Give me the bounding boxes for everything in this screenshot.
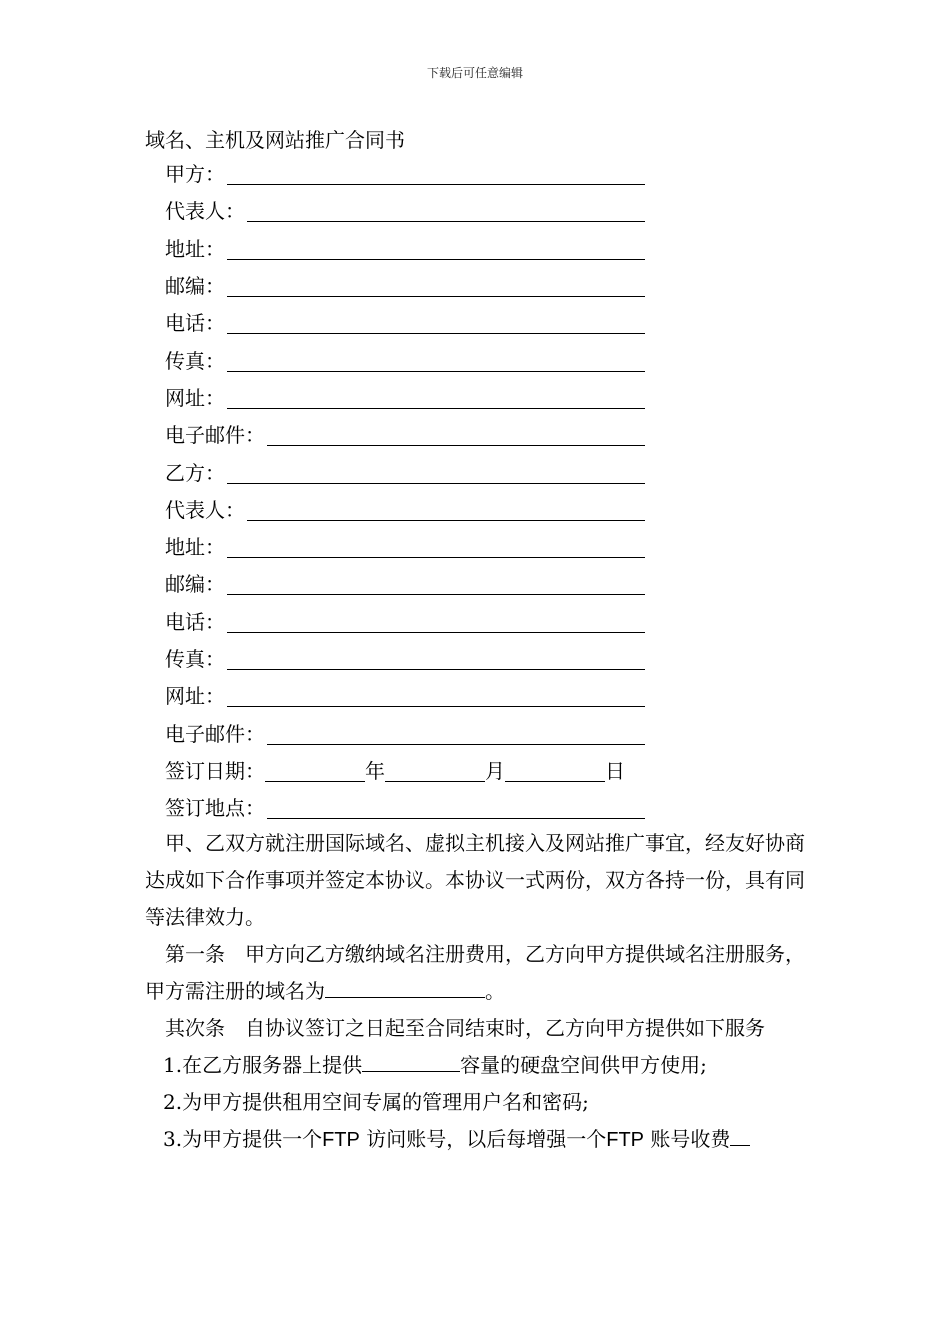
day-blank[interactable] — [505, 757, 605, 782]
page-header: 下载后可任意编辑 — [426, 66, 523, 80]
year-blank[interactable] — [265, 757, 365, 782]
field-party-a-address[interactable]: 地址： — [165, 229, 645, 266]
fill-line[interactable] — [227, 533, 645, 558]
field-party-b-phone[interactable]: 电话： — [165, 602, 645, 639]
fill-line[interactable] — [227, 645, 645, 670]
party-fields — [165, 154, 645, 825]
field-party-b-representative[interactable]: 代表人： — [165, 490, 645, 527]
article-2: 其次条 自协议签订之日起至合同结束时，乙方向甲方提供如下服务 — [165, 1016, 765, 1040]
fill-line[interactable] — [227, 384, 645, 409]
field-party-a-representative[interactable]: 代表人： — [165, 191, 645, 228]
fill-line[interactable] — [227, 459, 645, 484]
service-item-3: 3.为甲方提供一个FTP 访问账号，以后每增强一个FTP 账号收费 — [145, 1121, 810, 1159]
capacity-blank[interactable] — [362, 1049, 460, 1072]
fill-line[interactable] — [227, 309, 645, 334]
field-party-a[interactable]: 甲方： — [165, 154, 645, 191]
month-blank[interactable] — [385, 757, 485, 782]
fill-line[interactable] — [267, 794, 645, 819]
fill-line[interactable] — [227, 570, 645, 595]
field-party-a-phone[interactable]: 电话： — [165, 303, 645, 340]
fill-line[interactable] — [227, 347, 645, 372]
field-party-b-website[interactable]: 网址： — [165, 676, 645, 713]
fill-line[interactable] — [267, 720, 645, 745]
field-party-a-website[interactable]: 网址： — [165, 378, 645, 415]
service-item-2: 2.为甲方提供租用空间专属的管理用户名和密码; — [163, 1090, 589, 1114]
document-title: 域名、主机及网站推广合同书 — [145, 128, 405, 152]
fill-line[interactable] — [227, 682, 645, 707]
fee-blank[interactable] — [730, 1123, 750, 1146]
field-sign-date[interactable]: 签订日期： 年 月 日 — [165, 758, 625, 783]
field-party-a-email[interactable]: 电子邮件： — [165, 415, 645, 452]
fill-line[interactable] — [247, 197, 645, 222]
service-item-1: 1.在乙方服务器上提供 容量的硬盘空间供甲方使用; — [145, 1047, 810, 1084]
field-party-a-fax[interactable]: 传真： — [165, 340, 645, 377]
article-1: 第一条 甲方向乙方缴纳域名注册费用，乙方向甲方提供域名注册服务，甲方需注册的域名为 。 — [145, 942, 805, 1003]
fill-line[interactable] — [227, 160, 645, 185]
contract-body — [145, 825, 810, 1159]
field-party-b-address[interactable]: 地址： — [165, 527, 645, 564]
fill-line[interactable] — [227, 235, 645, 260]
fill-line[interactable] — [247, 496, 645, 521]
field-party-b-email[interactable]: 电子邮件： — [165, 713, 645, 750]
field-party-b-fax[interactable]: 传真： — [165, 639, 645, 676]
intro-paragraph: 甲、乙双方就注册国际域名、虚拟主机接入及网站推广事宜，经友好协商达成如下合作事项并签定本协议。本协议一式两份，双方各持一份，具有同等法律效力。 — [145, 831, 805, 929]
fill-line[interactable] — [227, 608, 645, 633]
field-party-b-postcode[interactable]: 邮编： — [165, 564, 645, 601]
field-party-b[interactable]: 乙方： — [165, 452, 645, 489]
fill-line[interactable] — [227, 272, 645, 297]
field-sign-place[interactable]: 签订地点： — [165, 788, 645, 825]
field-party-a-postcode[interactable]: 邮编： — [165, 266, 645, 303]
fill-line[interactable] — [267, 421, 645, 446]
domain-blank[interactable] — [325, 975, 485, 998]
